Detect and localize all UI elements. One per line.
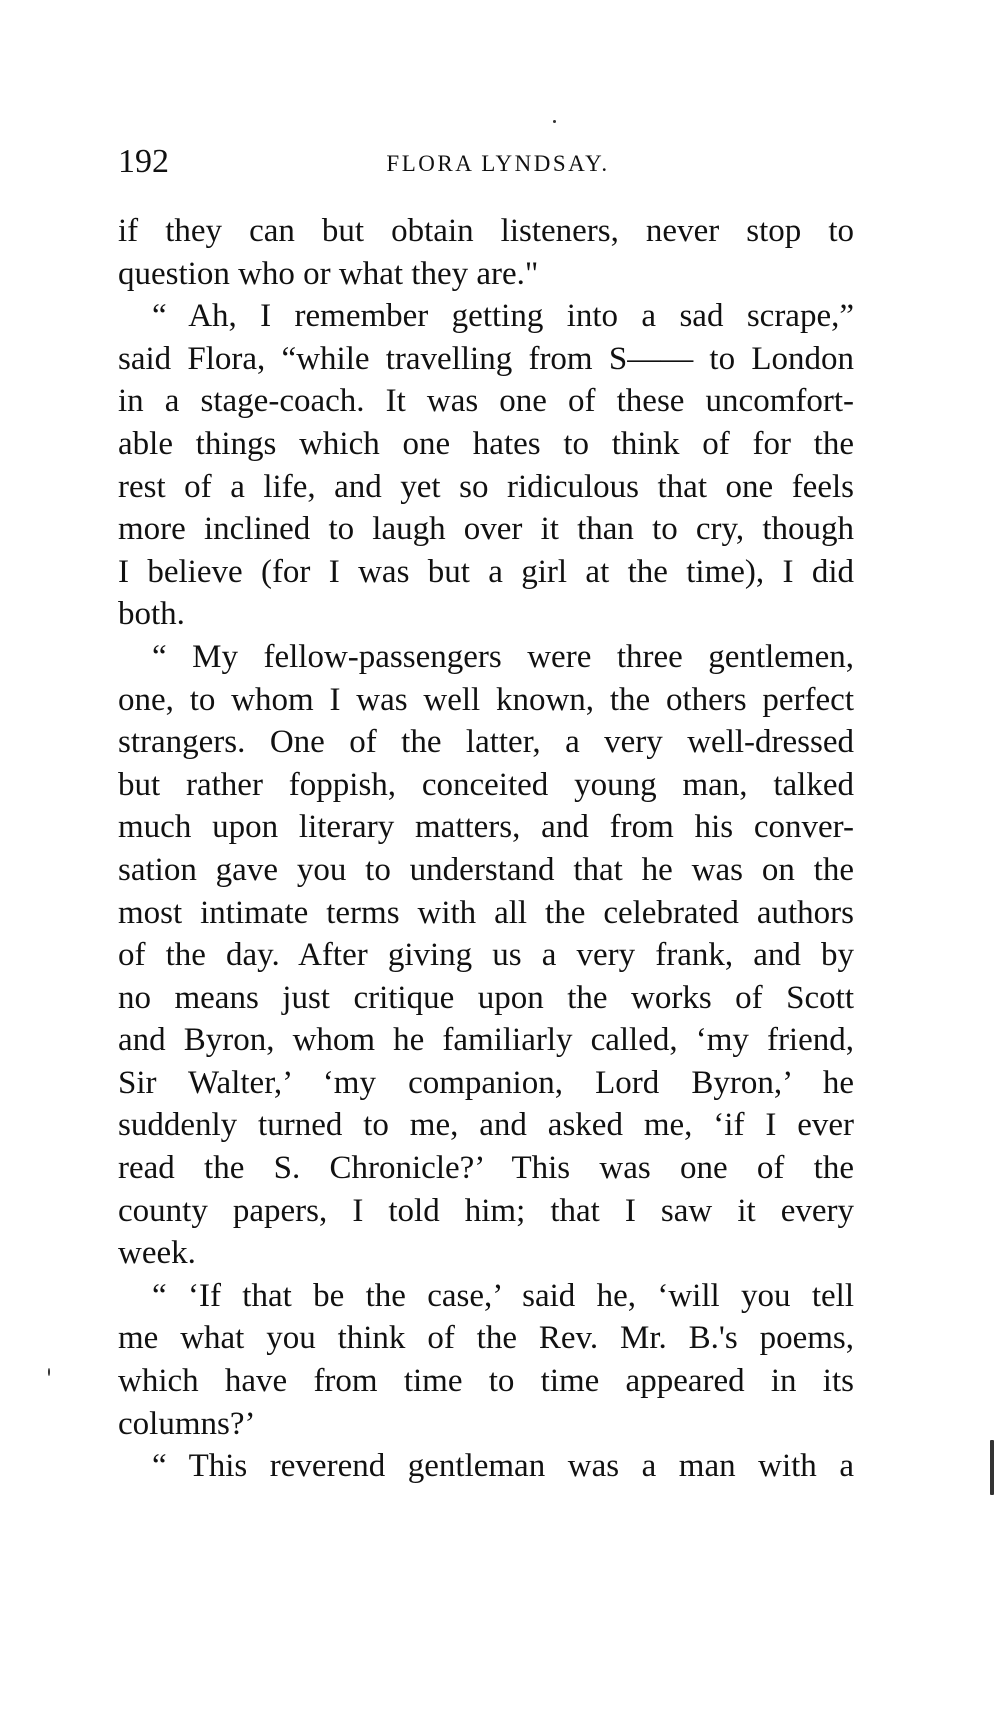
- text-line: much upon literary matters, and from his conver-: [118, 809, 854, 846]
- text-line: no means just critique upon the works of Scott: [118, 979, 854, 1016]
- text-line: suddenly turned to me, and asked me, ‘if I ever: [118, 1107, 854, 1144]
- text-line: week.: [118, 1235, 196, 1272]
- text-line: able things which one hates to think of for the: [118, 425, 854, 462]
- text-line: I believe (for I was but a girl at the time), I did: [118, 553, 854, 590]
- text-line: in a stage-coach. It was one of these uncomfort-: [118, 383, 854, 420]
- body-text: [118, 210, 854, 1488]
- text-line: said Flora, “while travelling from S—— to London: [118, 340, 854, 377]
- text-line: read the S. Chronicle?’ This was one of the: [118, 1150, 854, 1187]
- text-line: one, to whom I was well known, the others perfect: [118, 681, 854, 718]
- text-line: me what you think of the Rev. Mr. B.'s poems,: [118, 1320, 854, 1357]
- text-line: rest of a life, and yet so ridiculous that one feels: [118, 468, 854, 505]
- text-line: more inclined to laugh over it than to cry, though: [118, 511, 854, 548]
- scan-speck: [48, 1368, 50, 1376]
- text-line: sation gave you to understand that he was on the: [118, 851, 854, 888]
- text-line: strangers. One of the latter, a very well-dressed: [118, 724, 854, 761]
- text-line: Sir Walter,’ ‘my companion, Lord Byron,’ he: [118, 1064, 854, 1101]
- text-line: of the day. After giving us a very frank, and by: [118, 937, 854, 974]
- text-line: if they can but obtain listeners, never stop to: [118, 213, 854, 249]
- running-title: FLORA LYNDSAY.: [386, 151, 610, 176]
- text-line: most intimate terms with all the celebrated authors: [118, 894, 854, 931]
- text-line: “ My fellow-passengers were three gentlemen,: [152, 638, 854, 675]
- text-line: “ This reverend gentleman was a man with a: [152, 1448, 854, 1485]
- text-line: but rather foppish, conceited young man, talked: [118, 766, 854, 803]
- text-line: question who or what they are.": [118, 255, 539, 292]
- text-line: county papers, I told him; that I saw it every: [118, 1192, 854, 1229]
- scan-speck: [553, 120, 556, 123]
- text-line: “ ‘If that be the case,’ said he, ‘will you tell: [152, 1277, 854, 1314]
- text-line: which have from time to time appeared in its: [118, 1363, 854, 1400]
- scan-speck: [990, 1440, 994, 1495]
- text-line: and Byron, whom he familiarly called, ‘my friend,: [118, 1022, 854, 1059]
- text-line: “ Ah, I remember getting into a sad scrape,”: [152, 298, 854, 335]
- text-line: both.: [118, 596, 185, 633]
- text-line: columns?’: [118, 1405, 256, 1442]
- page-number: 192: [118, 143, 169, 180]
- running-header: [118, 140, 854, 184]
